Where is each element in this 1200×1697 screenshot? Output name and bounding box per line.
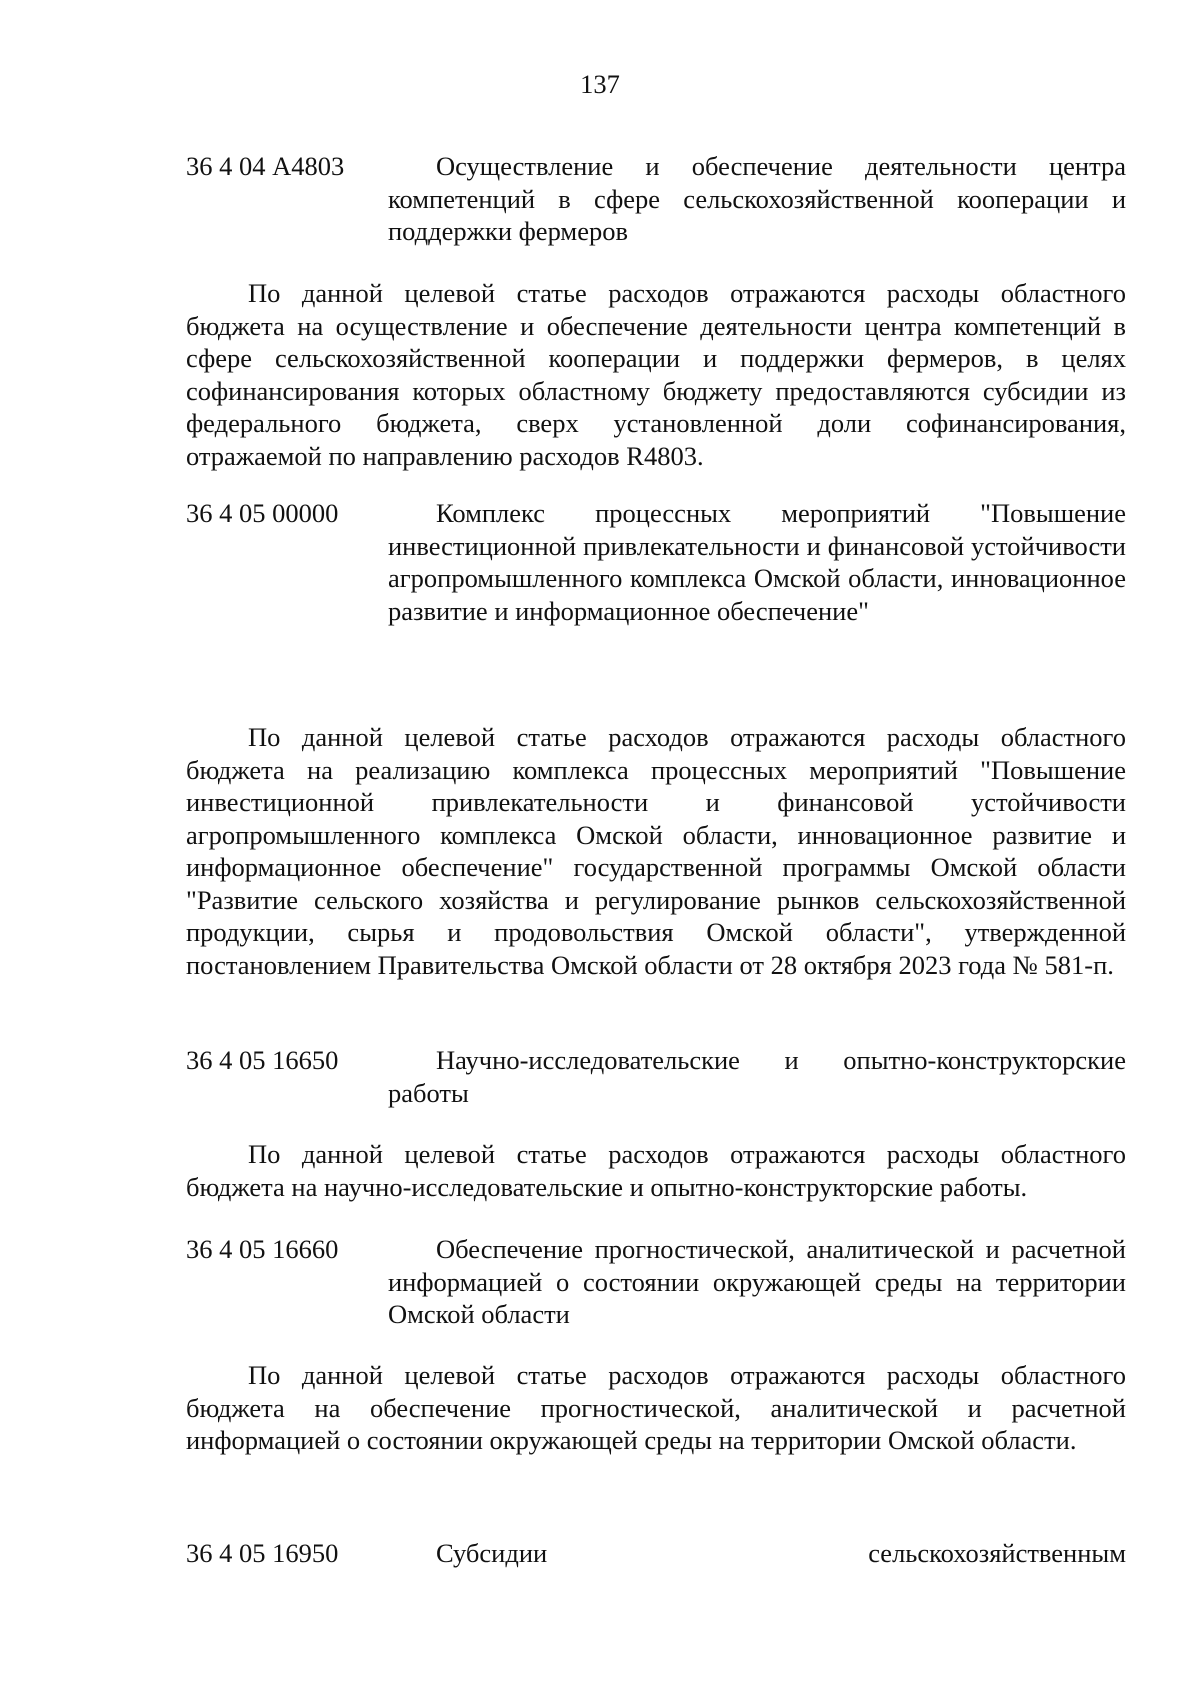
budget-item-heading — [186, 497, 1126, 627]
budget-item-description: По данной целевой статье расходов отражаются расходы областного бюджета на научно-исследовательские и опытно-конструкторские работы. — [186, 1139, 1126, 1202]
budget-item-code: 36 4 04 А4803 — [186, 151, 345, 181]
budget-item-code: 36 4 05 16650 — [186, 1045, 339, 1075]
budget-item-heading — [186, 1233, 1126, 1331]
budget-item-title — [388, 1537, 1126, 1570]
budget-item-code: 36 4 05 16950 — [186, 1538, 339, 1568]
budget-item-description: По данной целевой статье расходов отражаются расходы областного бюджета на реализацию комплекса процессных мероприятий "Повышение инвестиционной привлекательности и финансовой устойчивости агропромышленного комплекса Омской области, инновационное развитие и информационное обеспечение" государственной программы Омской области "Развитие сельского хозяйства и регулирование рынков сельскохозяйственной продукции, сырья и продовольствия Омской области", утвержденной постановлением Правительства Омской области от 28 октября 2023 года № 581-п. — [186, 722, 1126, 980]
budget-item-description: По данной целевой статье расходов отражаются расходы областного бюджета на осуществление и обеспечение деятельности центра компетенций в сфере сельскохозяйственной кооперации и поддержки фермеров, в целях софинансирования которых областному бюджету предоставляются субсидии из федерального бюджета, сверх установленной доли софинансирования, отражаемой по направлению расходов R4803. — [186, 278, 1126, 471]
budget-item-title: Комплекс процессных мероприятий "Повышение инвестиционной привлекательности и финансовой устойчивости агропромышленного комплекса Омской области, инновационное развитие и информационное обеспечение" — [388, 498, 1126, 626]
budget-item-title: Осуществление и обеспечение деятельности центра компетенций в сфере сельскохозяйственной кооперации и поддержки фермеров — [388, 151, 1126, 246]
budget-item-description: По данной целевой статье расходов отражаются расходы областного бюджета на обеспечение прогностической, аналитической и расчетной информацией о состоянии окружающей среды на территории Омской области. — [186, 1360, 1126, 1455]
budget-item-heading — [186, 1537, 1126, 1570]
budget-item-title: Обеспечение прогностической, аналитической и расчетной информацией о состоянии окружающей среды на территории Омской области — [388, 1234, 1126, 1329]
budget-item-heading — [186, 150, 1126, 248]
title-start: Субсидии — [436, 1538, 548, 1568]
page-number: 137 — [580, 69, 620, 99]
budget-item-code: 36 4 05 16660 — [186, 1234, 339, 1264]
budget-item-code: 36 4 05 00000 — [186, 498, 339, 528]
budget-item-heading — [186, 1044, 1126, 1109]
title-end: сельскохозяйственным — [868, 1538, 1126, 1568]
budget-item-title: Научно-исследовательские и опытно-конструкторские работы — [388, 1045, 1126, 1108]
